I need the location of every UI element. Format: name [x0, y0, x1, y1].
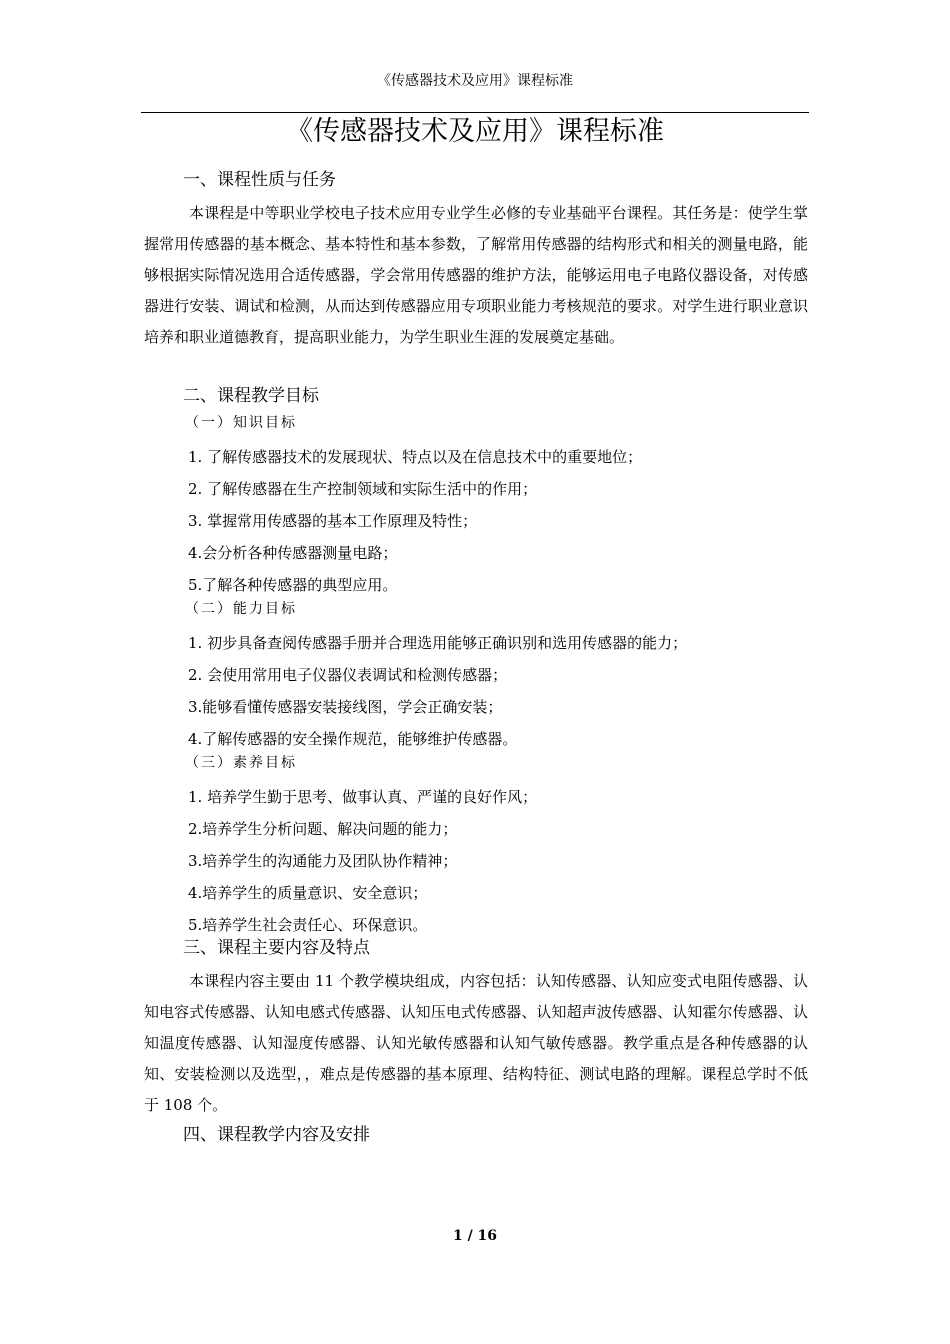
ability-goals-label: （二）能力目标 [185, 601, 297, 617]
quality-goal-item: 3.培养学生的沟通能力及团队协作精神； [188, 852, 458, 870]
knowledge-goal-item: 1. 了解传感器技术的发展现状、特点以及在信息技术中的重要地位； [188, 448, 643, 466]
section-3-paragraph: 本课程内容主要由 11 个教学模块组成，内容包括：认知传感器、认知应变式电阻传感器、认知电容式传感器、认知电感式传感器、认知压电式传感器、认知超声波传感器、认知霍尔传感器、认知温度传感器、认知湿度传感器、认知光敏传感器和认知气敏传感器。教学重点是各种传感器的认知、安装检测以及选型，，难点是传感器的基本原理、结构特征、测试电路的理解。课程总学时不低于 108 个。 [144, 972, 808, 1114]
section-1-heading: 一、课程性质与任务 [183, 170, 336, 190]
page-number: 1 / 16 [452, 1228, 498, 1244]
quality-goal-item: 2.培养学生分析问题、解决问题的能力； [188, 820, 458, 838]
knowledge-goal-item: 2. 了解传感器在生产控制领域和实际生活中的作用； [188, 480, 538, 498]
quality-goal-item: 5.培养学生社会责任心、环保意识。 [188, 916, 428, 934]
ability-goal-item: 4.了解传感器的安全操作规范，能够维护传感器。 [188, 730, 518, 748]
header-divider [141, 112, 809, 113]
running-header: 《传感器技术及应用》课程标准 [377, 73, 573, 89]
document-title: 《传感器技术及应用》课程标准 [286, 116, 664, 147]
quality-goal-item: 1. 培养学生勤于思考、做事认真、严谨的良好作风； [188, 788, 538, 806]
quality-goal-item: 4.培养学生的质量意识、安全意识； [188, 884, 428, 902]
ability-goal-item: 1. 初步具备查阅传感器手册并合理选用能够正确识别和选用传感器的能力； [188, 634, 688, 652]
knowledge-goal-item: 4.会分析各种传感器测量电路； [188, 544, 398, 562]
ability-goal-item: 3.能够看懂传感器安装接线图，学会正确安装； [188, 698, 503, 716]
quality-goals-label: （三）素养目标 [185, 755, 297, 771]
knowledge-goal-item: 3. 掌握常用传感器的基本工作原理及特性； [188, 512, 478, 530]
knowledge-goal-item: 5.了解各种传感器的典型应用。 [188, 576, 398, 594]
ability-goal-item: 2. 会使用常用电子仪器仪表调试和检测传感器； [188, 666, 508, 684]
section-4-heading: 四、课程教学内容及安排 [183, 1125, 370, 1145]
knowledge-goals-label: （一）知识目标 [185, 415, 297, 431]
section-3-heading: 三、课程主要内容及特点 [183, 938, 370, 958]
section-2-heading: 二、课程教学目标 [183, 386, 319, 406]
section-1-paragraph: 本课程是中等职业学校电子技术应用专业学生必修的专业基础平台课程。其任务是：使学生掌握常用传感器的基本概念、基本特性和基本参数，了解常用传感器的结构形式和相关的测量电路，能够根据实际情况选用合适传感器，学会常用传感器的维护方法，能够运用电子电路仪器设备，对传感器进行安装、调试和检测，从而达到传感器应用专项职业能力考核规范的要求。对学生进行职业意识培养和职业道德教育，提高职业能力，为学生职业生涯的发展奠定基础。 [144, 204, 808, 346]
